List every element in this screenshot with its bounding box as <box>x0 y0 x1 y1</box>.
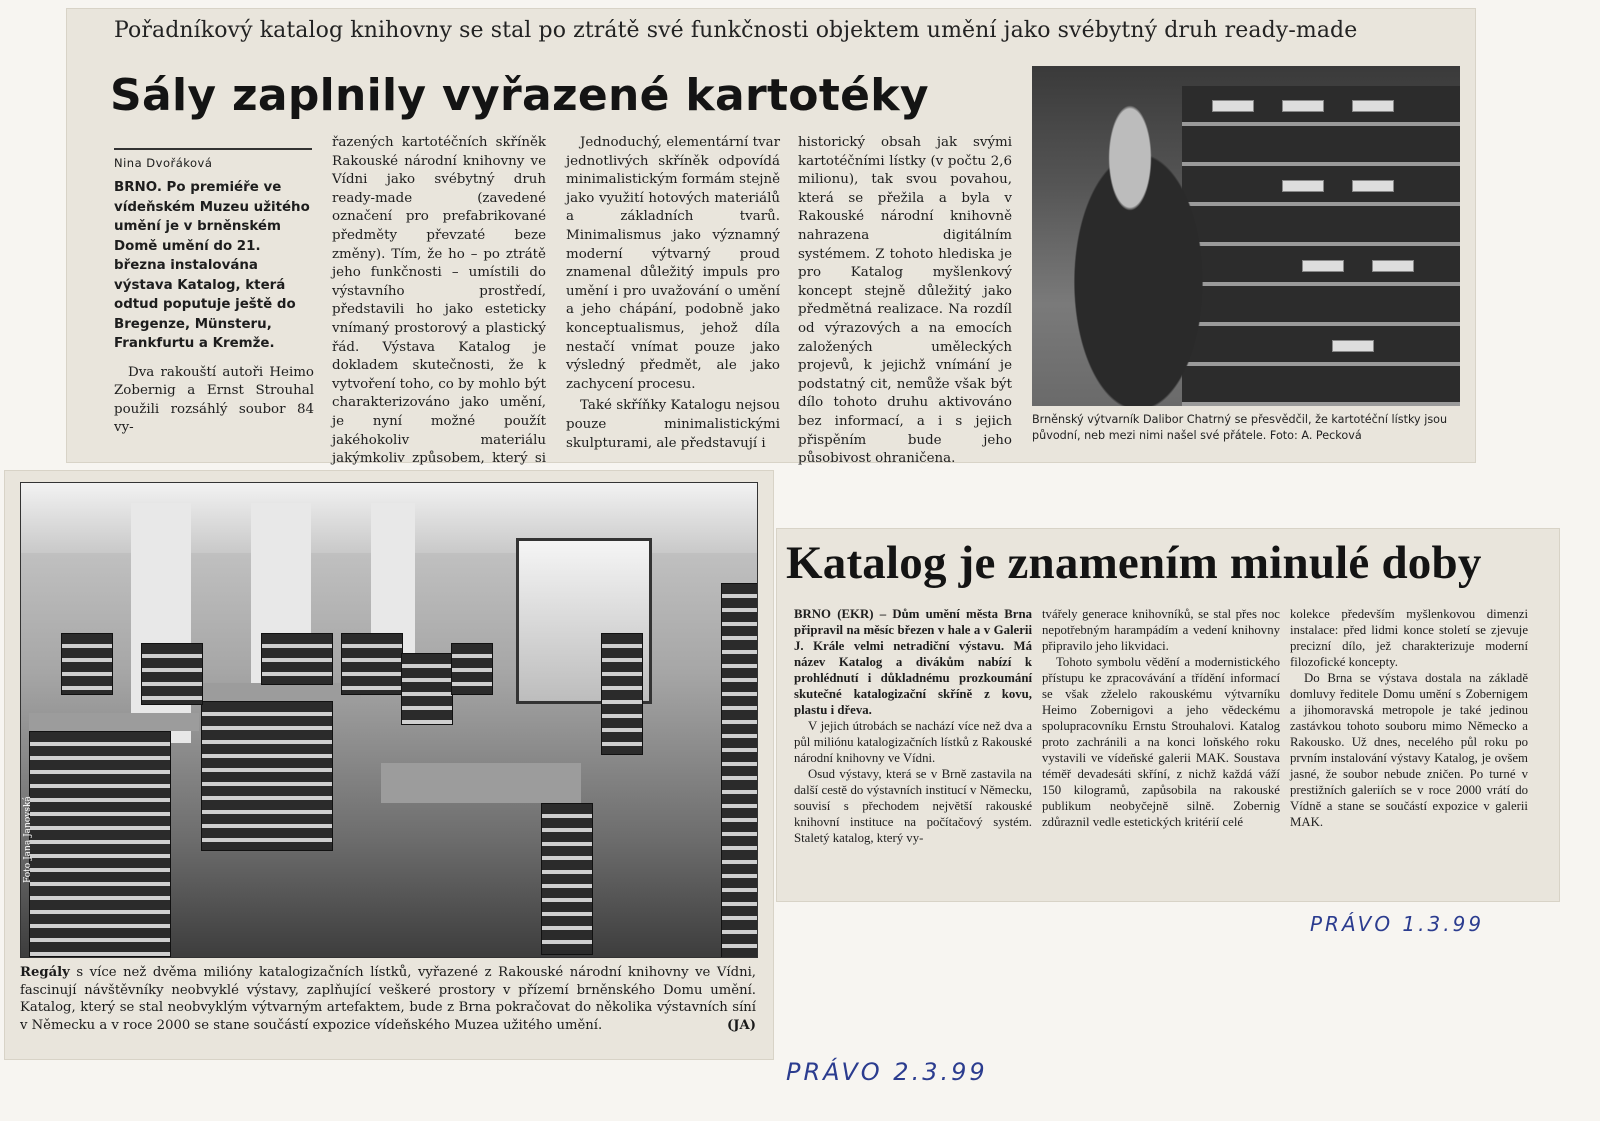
cabinet-top <box>29 713 199 731</box>
article3-col2-paragraph-2: Tohoto symbolu vědění a modernistického přístupu ke zpracovávání a třídění informací se však zželelo rakouskému výtvarníku Heimo Zobernigovi a jeho vědeckému spolupracovníku Ernstu Strouhalovi. Katalog proto zachránili a na konci loňského roku vystavili ve vídeňské galerii MAK. Soustava téměř devadesáti skříní, z nichž každá váží 150 kilogramů, zapůsobila na rakouské publikum neobyčejně silně. Zobernig zdůraznil vedle estetických kritérií celé <box>1042 655 1280 829</box>
article1-lead: BRNO. Po premiéře ve vídeňském Muzeu užitého umění je v brněnském Domě umění do 21. března instalována výstava Katalog, která odtud poputuje ještě do Bregenze, Münsteru, Frankfurtu a Kremže. <box>114 180 310 351</box>
drawer-label <box>1372 260 1414 272</box>
article1-photo <box>1032 66 1460 406</box>
article1-column-2 <box>332 134 546 490</box>
article3-column-3 <box>1290 606 1528 830</box>
article1-col3-paragraph-1: Jednoduchý, elementární tvar jednotlivých skříněk odpovídá minimalistickým formám stejně jako využití hotových materiálů a základních tvarů. Minimalismus jako významný moderní výtvarný proud znamenal důležitý impuls pro umění i pro uvažování o umění a jeho chápání, podobně jako konceptualismus, jehož díla nestačí vnímat pouze jako výsledný předmět, ale jako zachycení procesu. <box>566 135 780 392</box>
cabinet-top <box>201 683 361 701</box>
article1-column-4 <box>798 134 1012 472</box>
article1-headline: Sály zaplnily vyřazené kartotéky <box>110 70 929 121</box>
pillar <box>131 503 191 743</box>
catalog-cabinet <box>29 731 171 957</box>
handwritten-date-note-2: PRÁVO 2.3.99 <box>786 1058 988 1086</box>
article1-column-1 <box>114 178 314 441</box>
drawer-label <box>1352 100 1394 112</box>
handwritten-date-note-1: PRÁVO 1.3.99 <box>1310 912 1485 936</box>
article2-caption-bold: Regály <box>20 965 70 980</box>
article3-col3-paragraph-2: Do Brna se výstava dostala na základě domluvy ředitele Domu umění s Zobernigem a jihomoravská metropole je také jedinou zastávkou tohoto souboru mimo Německo a Rakousko. Už dnes, necelého půl roku po prvním instalování výstavy Katalog, je ovšem jasné, že soubor nebude zničen. Po turné v prestižních galeriích se v roce 2000 vrátí do Vídně a stane se součástí expozice v galerii MAK. <box>1290 671 1528 829</box>
article3-headline: Katalog je znamením minulé doby <box>786 537 1482 589</box>
article3-col3-paragraph-1: kolekce především myšlenkovou dimenzi instalace: před lidmi konce století se zjevuje precizní dílo, jež charakterizuje moderní filozofické koncepty. <box>1290 607 1528 669</box>
photo-credit: Foto Jana Janovská <box>23 796 33 883</box>
article2-caption <box>20 964 756 1034</box>
article-clipping-2 <box>4 470 774 1060</box>
catalog-cabinet <box>61 633 113 695</box>
article1-col2-paragraph: řazených kartotéčních skříněk Rakouské národní knihovny ve Vídni jako svébytný druh ready-made (zavedené označení pro prefabrikované předměty převzaté beze změny). Tím, že ho – po ztrátě jeho funkčnosti – umístili do výstavního prostředí, představili ho jako esteticky vnímaný prostorový a plastický řád. Výstava Katalog je dokladem skutečnosti, že k vytvoření toho, co by mohlo být charakterizováno jako umění, je nyní možné použít jakéhokoliv materiálu jakýmkoliv způsobem, který si <box>332 135 546 467</box>
drawer-label <box>1282 100 1324 112</box>
catalog-cabinet <box>201 701 333 851</box>
article3-column-2 <box>1042 606 1280 830</box>
article3-column-1 <box>794 606 1032 846</box>
article-clipping-3 <box>776 528 1560 902</box>
cabinet-top <box>381 763 581 803</box>
article1-column-3 <box>566 134 780 456</box>
drawer-label <box>1302 260 1344 272</box>
drawer-label <box>1282 180 1324 192</box>
article2-signature: (JA) <box>727 1017 756 1033</box>
article3-col1-paragraph-3: Osud výstavy, která se v Brně zastavila na další cestě do výstavních institucí v Německu, souvisí s přechodem největší rakouské knihovní instituce na počítačový systém. Staletý katalog, který vy- <box>794 767 1032 845</box>
catalog-cabinet <box>401 653 453 725</box>
article1-author: Nina Dvořáková <box>114 148 312 170</box>
article3-col2-paragraph-1: tvářely generace knihovníků, se stal přes noc nepotřebným harampádím a vedení knihovny připravilo jeho likvidaci. <box>1042 607 1280 653</box>
article1-photo-caption: Brněnský výtvarník Dalibor Chatrný se přesvědčil, že kartotéční lístky jsou původní, neb mezi nimi našel své přátele. Foto: A. Pecková <box>1032 413 1448 442</box>
article1-kicker: Pořadníkový katalog knihovny se stal po ztrátě své funkčnosti objektem umění jako svébytný druh ready-made <box>114 18 1358 43</box>
article3-lead: BRNO (EKR) – Dům umění města Brna připravil na měsíc březen v hale a v Galerii J. Krále velmi netradiční výstavu. Má název Katalog a divákům nabízí k prohlédnutí i důkladnému prozkoumání skutečné katalogizační skříně z kovu, plastu i dřeva. <box>794 607 1032 717</box>
catalog-cabinet <box>601 633 643 755</box>
catalog-cabinet <box>341 633 403 695</box>
article2-caption-text: s více než dvěma milióny katalogizačních lístků, vyřazené z Rakouské národní knihovny ve Vídni, fascinují návštěvníky neobvyklé výstavy, zaplňující veškeré prostory v přízemí brněnského Domu umění. Katalog, který se stal neobvyklým výtvarným artefaktem, bude z Brna pokračovat do několika výstavních síní v Německu a v roce 2000 se stane součástí expozice vídeňského Muzea užitého umění. <box>20 965 756 1033</box>
article3-col1-paragraph-2: V jejich útrobách se nachází více než dva a půl miliónu katalogizačních lístků z Rakouské národní knihovny ve Vídni. <box>794 719 1032 765</box>
man-figure <box>1062 96 1232 406</box>
drawer-label <box>1352 180 1394 192</box>
catalog-cabinet <box>141 643 203 705</box>
drawer-label <box>1332 340 1374 352</box>
catalog-cabinet <box>721 583 758 958</box>
article1-col1-paragraph: Dva rakouští autoři Heimo Zobernig a Ernst Strouhal použili rozsáhlý soubor 84 vy- <box>114 364 314 436</box>
catalog-cabinet <box>541 803 593 955</box>
article1-col3-paragraph-2: Také skříňky Katalogu nejsou pouze minimalistickými skulpturami, ale představují i <box>566 398 780 451</box>
catalog-cabinet <box>451 643 493 695</box>
article1-col4-paragraph: historický obsah jak svými kartotéčními lístky (v počtu 2,6 milionu), tak svou povahou, která se přežila a byla v Rakouské národní knihovně nahrazena digitálním systémem. Z tohoto hlediska je pro Katalog myšlenkový koncept stejně důležitý jako předmětná realizace. Na rozdíl od výrazových a na emocích založených uměleckých projevů, k jejichž vnímání je podstatný cit, nemůže však být dílo tohoto druhu aktivováno bez informací, a i s jejich přispěním bude jeho působivost ohraničena. <box>798 135 1012 467</box>
catalog-cabinet <box>261 633 333 685</box>
exhibition-hall-photo <box>20 482 758 958</box>
article-clipping-1 <box>66 8 1476 467</box>
